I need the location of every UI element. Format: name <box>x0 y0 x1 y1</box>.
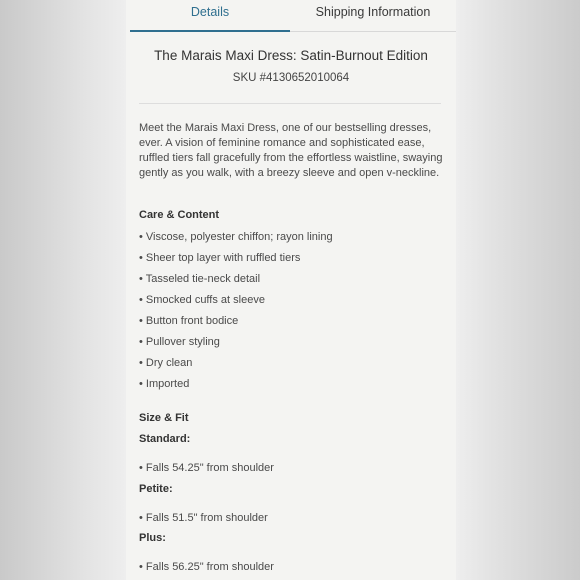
care-item: • Pullover styling <box>139 336 220 348</box>
care-item: • Sheer top layer with ruffled tiers <box>139 252 301 264</box>
care-item: • Smocked cuffs at sleeve <box>139 294 265 306</box>
tab-details[interactable]: Details <box>130 0 290 32</box>
care-item: • Imported <box>139 378 190 390</box>
background-left <box>0 0 126 580</box>
care-content-heading: Care & Content <box>139 209 220 221</box>
product-title: The Marais Maxi Dress: Satin-Burnout Edition <box>154 48 428 63</box>
size-fit-heading: Size & Fit <box>139 412 189 424</box>
fit-standard-label: Standard: <box>139 433 191 445</box>
product-details-panel <box>126 0 456 580</box>
tab-bar <box>126 0 456 32</box>
product-sku: SKU #4130652010064 <box>232 72 350 84</box>
fit-petite-label: Petite: <box>139 483 173 495</box>
fit-standard-value: • Falls 54.25" from shoulder <box>139 462 274 474</box>
care-item: • Viscose, polyester chiffon; rayon lining <box>139 231 333 243</box>
fit-plus-value: • Falls 56.25" from shoulder <box>139 561 274 573</box>
fit-plus-label: Plus: <box>139 532 166 544</box>
background-right <box>456 0 580 580</box>
care-item: • Tasseled tie-neck detail <box>139 273 261 285</box>
divider <box>139 103 441 104</box>
fit-petite-value: • Falls 51.5" from shoulder <box>139 512 268 524</box>
tab-shipping-information[interactable]: Shipping Information <box>290 0 456 32</box>
care-item: • Dry clean <box>139 357 193 369</box>
product-description: Meet the Marais Maxi Dress, one of our bestselling dresses, ever. A vision of feminine romance and sophisticated ease, ruffled tiers fall gracefully from the effortless waistline, swaying gently as you walk, with a breezy sleeve and open v-neckline. <box>139 122 443 179</box>
care-item: • Button front bodice <box>139 315 239 327</box>
